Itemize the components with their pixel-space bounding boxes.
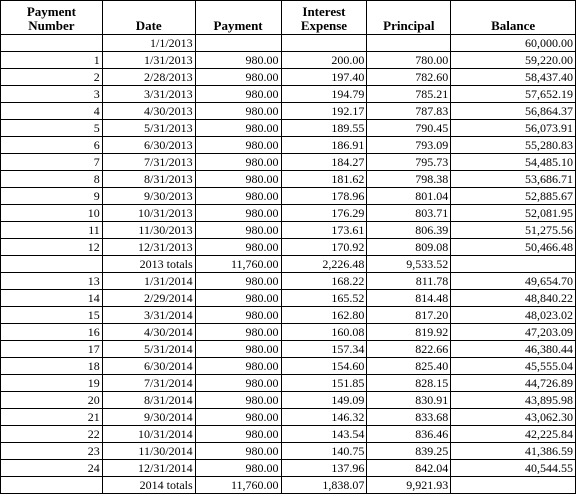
payment-number-cell: 9 — [1, 188, 103, 205]
date-cell: 9/30/2013 — [102, 188, 195, 205]
payment-cell: 980.00 — [195, 426, 281, 443]
table-row — [1, 358, 576, 375]
table-row — [1, 103, 576, 120]
interest-cell: 189.55 — [281, 120, 367, 137]
payment-cell: 980.00 — [195, 307, 281, 324]
table-row — [1, 324, 576, 341]
header-interest-expense: Interest Expense — [281, 1, 367, 35]
table-row — [1, 239, 576, 256]
table-row — [1, 137, 576, 154]
payment-number-cell: 16 — [1, 324, 103, 341]
payment-cell — [195, 35, 281, 52]
payment-number-cell: 4 — [1, 103, 103, 120]
date-cell: 11/30/2013 — [102, 222, 195, 239]
payment-number-cell: 11 — [1, 222, 103, 239]
payment-number-cell: 3 — [1, 86, 103, 103]
table-row — [1, 69, 576, 86]
interest-cell: 178.96 — [281, 188, 367, 205]
balance-cell: 42,225.84 — [451, 426, 576, 443]
balance-cell: 44,726.89 — [451, 375, 576, 392]
date-cell: 8/31/2013 — [102, 171, 195, 188]
payment-cell: 980.00 — [195, 375, 281, 392]
header-row — [1, 1, 576, 35]
payment-number-cell: 17 — [1, 341, 103, 358]
principal-cell: 842.04 — [367, 460, 451, 477]
balance-cell: 56,073.91 — [451, 120, 576, 137]
payment-number-cell: 18 — [1, 358, 103, 375]
principal-cell: 811.78 — [367, 273, 451, 290]
payment-cell: 980.00 — [195, 188, 281, 205]
date-cell: 2/28/2013 — [102, 69, 195, 86]
amortization-body — [1, 35, 576, 494]
payment-cell: 980.00 — [195, 86, 281, 103]
balance-cell: 43,895.98 — [451, 392, 576, 409]
principal-cell: 795.73 — [367, 154, 451, 171]
date-cell: 10/31/2014 — [102, 426, 195, 443]
date-cell: 1/31/2013 — [102, 52, 195, 69]
principal-cell: 780.00 — [367, 52, 451, 69]
balance-cell: 52,885.67 — [451, 188, 576, 205]
interest-cell: 197.40 — [281, 69, 367, 86]
payment-number-cell: 2 — [1, 69, 103, 86]
principal-cell: 809.08 — [367, 239, 451, 256]
interest-cell: 143.54 — [281, 426, 367, 443]
totals-row — [1, 477, 576, 494]
table-row — [1, 188, 576, 205]
payment-cell: 980.00 — [195, 120, 281, 137]
payment-number-cell: 15 — [1, 307, 103, 324]
interest-cell: 1,838.07 — [281, 477, 367, 494]
interest-cell: 184.27 — [281, 154, 367, 171]
interest-cell: 176.29 — [281, 205, 367, 222]
balance-cell: 60,000.00 — [451, 35, 576, 52]
payment-cell: 980.00 — [195, 52, 281, 69]
date-cell: 6/30/2014 — [102, 358, 195, 375]
payment-number-cell — [1, 35, 103, 52]
header-payment-number: Payment Number — [1, 1, 103, 35]
balance-cell: 54,485.10 — [451, 154, 576, 171]
payment-cell: 980.00 — [195, 358, 281, 375]
date-cell: 7/31/2013 — [102, 154, 195, 171]
opening-balance-row — [1, 35, 576, 52]
date-cell: 11/30/2014 — [102, 443, 195, 460]
balance-cell: 48,840.22 — [451, 290, 576, 307]
balance-cell: 58,437.40 — [451, 69, 576, 86]
principal-cell: 830.91 — [367, 392, 451, 409]
date-cell: 5/31/2014 — [102, 341, 195, 358]
principal-cell: 782.60 — [367, 69, 451, 86]
date-cell: 1/31/2014 — [102, 273, 195, 290]
balance-cell: 53,686.71 — [451, 171, 576, 188]
table-row — [1, 154, 576, 171]
balance-cell: 48,023.02 — [451, 307, 576, 324]
payment-cell: 980.00 — [195, 154, 281, 171]
principal-cell: 790.45 — [367, 120, 451, 137]
principal-cell: 828.15 — [367, 375, 451, 392]
principal-cell: 814.48 — [367, 290, 451, 307]
payment-cell: 980.00 — [195, 341, 281, 358]
payment-cell: 980.00 — [195, 205, 281, 222]
interest-cell: 181.62 — [281, 171, 367, 188]
interest-cell: 149.09 — [281, 392, 367, 409]
interest-cell: 137.96 — [281, 460, 367, 477]
balance-cell: 49,654.70 — [451, 273, 576, 290]
principal-cell: 833.68 — [367, 409, 451, 426]
payment-number-cell: 19 — [1, 375, 103, 392]
date-cell: 2013 totals — [102, 256, 195, 273]
payment-number-cell: 20 — [1, 392, 103, 409]
principal-cell: 801.04 — [367, 188, 451, 205]
principal-cell: 803.71 — [367, 205, 451, 222]
date-cell: 2014 totals — [102, 477, 195, 494]
interest-cell: 194.79 — [281, 86, 367, 103]
balance-cell: 52,081.95 — [451, 205, 576, 222]
interest-cell: 2,226.48 — [281, 256, 367, 273]
header-payment: Payment — [195, 1, 281, 35]
principal-cell: 819.92 — [367, 324, 451, 341]
table-row — [1, 86, 576, 103]
principal-cell: 9,921.93 — [367, 477, 451, 494]
table-row — [1, 307, 576, 324]
payment-cell: 11,760.00 — [195, 477, 281, 494]
principal-cell: 785.21 — [367, 86, 451, 103]
payment-number-cell: 5 — [1, 120, 103, 137]
interest-cell: 192.17 — [281, 103, 367, 120]
balance-cell: 57,652.19 — [451, 86, 576, 103]
payment-number-cell: 10 — [1, 205, 103, 222]
date-cell: 9/30/2014 — [102, 409, 195, 426]
interest-cell: 154.60 — [281, 358, 367, 375]
header-date: Date — [102, 1, 195, 35]
interest-cell: 173.61 — [281, 222, 367, 239]
date-cell: 3/31/2013 — [102, 86, 195, 103]
balance-cell: 41,386.59 — [451, 443, 576, 460]
payment-cell: 980.00 — [195, 392, 281, 409]
payment-cell: 980.00 — [195, 460, 281, 477]
payment-number-cell: 8 — [1, 171, 103, 188]
table-row — [1, 52, 576, 69]
date-cell: 7/31/2014 — [102, 375, 195, 392]
date-cell: 12/31/2014 — [102, 460, 195, 477]
payment-cell: 980.00 — [195, 69, 281, 86]
date-cell: 8/31/2014 — [102, 392, 195, 409]
date-cell: 6/30/2013 — [102, 137, 195, 154]
payment-cell: 980.00 — [195, 409, 281, 426]
balance-cell: 43,062.30 — [451, 409, 576, 426]
date-cell: 5/31/2013 — [102, 120, 195, 137]
payment-cell: 11,760.00 — [195, 256, 281, 273]
principal-cell: 806.39 — [367, 222, 451, 239]
date-cell: 10/31/2013 — [102, 205, 195, 222]
balance-cell: 46,380.44 — [451, 341, 576, 358]
interest-cell: 146.32 — [281, 409, 367, 426]
payment-cell: 980.00 — [195, 137, 281, 154]
interest-cell: 200.00 — [281, 52, 367, 69]
table-row — [1, 443, 576, 460]
payment-cell: 980.00 — [195, 273, 281, 290]
payment-cell: 980.00 — [195, 103, 281, 120]
payment-number-cell: 22 — [1, 426, 103, 443]
payment-cell: 980.00 — [195, 324, 281, 341]
date-cell: 2/29/2014 — [102, 290, 195, 307]
principal-cell: 822.66 — [367, 341, 451, 358]
table-row — [1, 341, 576, 358]
table-row — [1, 205, 576, 222]
principal-cell: 787.83 — [367, 103, 451, 120]
payment-number-cell: 21 — [1, 409, 103, 426]
payment-number-cell: 13 — [1, 273, 103, 290]
payment-cell: 980.00 — [195, 239, 281, 256]
totals-row — [1, 256, 576, 273]
payment-number-cell: 12 — [1, 239, 103, 256]
date-cell: 3/31/2014 — [102, 307, 195, 324]
principal-cell: 839.25 — [367, 443, 451, 460]
interest-cell — [281, 35, 367, 52]
balance-cell: 45,555.04 — [451, 358, 576, 375]
principal-cell: 9,533.52 — [367, 256, 451, 273]
date-cell: 4/30/2014 — [102, 324, 195, 341]
balance-cell: 50,466.48 — [451, 239, 576, 256]
interest-cell: 157.34 — [281, 341, 367, 358]
payment-number-cell — [1, 477, 103, 494]
payment-cell: 980.00 — [195, 290, 281, 307]
balance-cell: 59,220.00 — [451, 52, 576, 69]
header-balance: Balance — [451, 1, 576, 35]
balance-cell: 47,203.09 — [451, 324, 576, 341]
balance-cell: 51,275.56 — [451, 222, 576, 239]
principal-cell: 793.09 — [367, 137, 451, 154]
table-row — [1, 273, 576, 290]
payment-number-cell: 1 — [1, 52, 103, 69]
interest-cell: 165.52 — [281, 290, 367, 307]
table-row — [1, 120, 576, 137]
table-row — [1, 409, 576, 426]
payment-number-cell: 23 — [1, 443, 103, 460]
table-row — [1, 392, 576, 409]
balance-cell: 56,864.37 — [451, 103, 576, 120]
table-row — [1, 460, 576, 477]
date-cell: 12/31/2013 — [102, 239, 195, 256]
payment-cell: 980.00 — [195, 443, 281, 460]
payment-number-cell — [1, 256, 103, 273]
interest-cell: 151.85 — [281, 375, 367, 392]
header-principal: Principal — [367, 1, 451, 35]
principal-cell: 817.20 — [367, 307, 451, 324]
interest-cell: 186.91 — [281, 137, 367, 154]
table-row — [1, 171, 576, 188]
table-row — [1, 290, 576, 307]
payment-cell: 980.00 — [195, 222, 281, 239]
table-row — [1, 426, 576, 443]
principal-cell — [367, 35, 451, 52]
interest-cell: 162.80 — [281, 307, 367, 324]
interest-cell: 160.08 — [281, 324, 367, 341]
balance-cell — [451, 477, 576, 494]
balance-cell: 40,544.55 — [451, 460, 576, 477]
principal-cell: 798.38 — [367, 171, 451, 188]
table-row — [1, 375, 576, 392]
interest-cell: 140.75 — [281, 443, 367, 460]
payment-cell: 980.00 — [195, 171, 281, 188]
interest-cell: 170.92 — [281, 239, 367, 256]
date-cell: 1/1/2013 — [102, 35, 195, 52]
payment-number-cell: 7 — [1, 154, 103, 171]
payment-number-cell: 24 — [1, 460, 103, 477]
payment-number-cell: 6 — [1, 137, 103, 154]
payment-number-cell: 14 — [1, 290, 103, 307]
balance-cell — [451, 256, 576, 273]
principal-cell: 836.46 — [367, 426, 451, 443]
balance-cell: 55,280.83 — [451, 137, 576, 154]
date-cell: 4/30/2013 — [102, 103, 195, 120]
principal-cell: 825.40 — [367, 358, 451, 375]
interest-cell: 168.22 — [281, 273, 367, 290]
table-row — [1, 222, 576, 239]
